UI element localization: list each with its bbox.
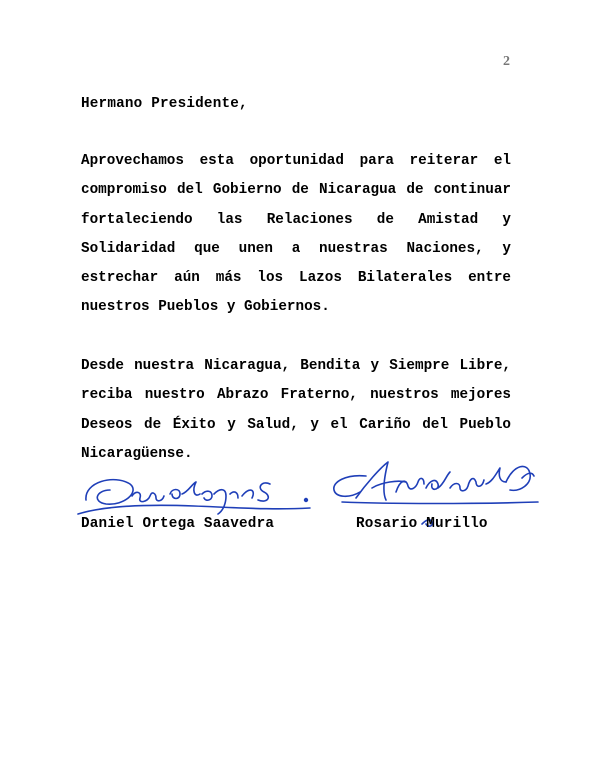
- body-paragraph-2: Desde nuestra Nicaragua, Bendita y Siempre Libre, reciba nuestro Abrazo Fraterno, nuestros mejores Deseos de Éxito y Salud, y el Cariño del Pueblo Nicaragüense.: [81, 358, 511, 462]
- signatory-name-left: Daniel Ortega Saavedra: [81, 516, 275, 532]
- body-paragraph-1: Aprovechamos esta oportunidad para reiterar el compromiso del Gobierno de Nicaragua de continuar fortaleciendo las Relaciones de Amistad y Solidaridad que unen a nuestras Naciones, y estrechar aún más los Lazos Bilaterales entre nuestros Pueblos y Gobiernos.: [81, 153, 511, 316]
- signature-daniel-ortega: [74, 460, 314, 522]
- signatory-name-right: Rosario Murillo: [356, 516, 488, 532]
- page-number: 2: [503, 54, 510, 69]
- salutation: Hermano Presidente,: [81, 96, 248, 112]
